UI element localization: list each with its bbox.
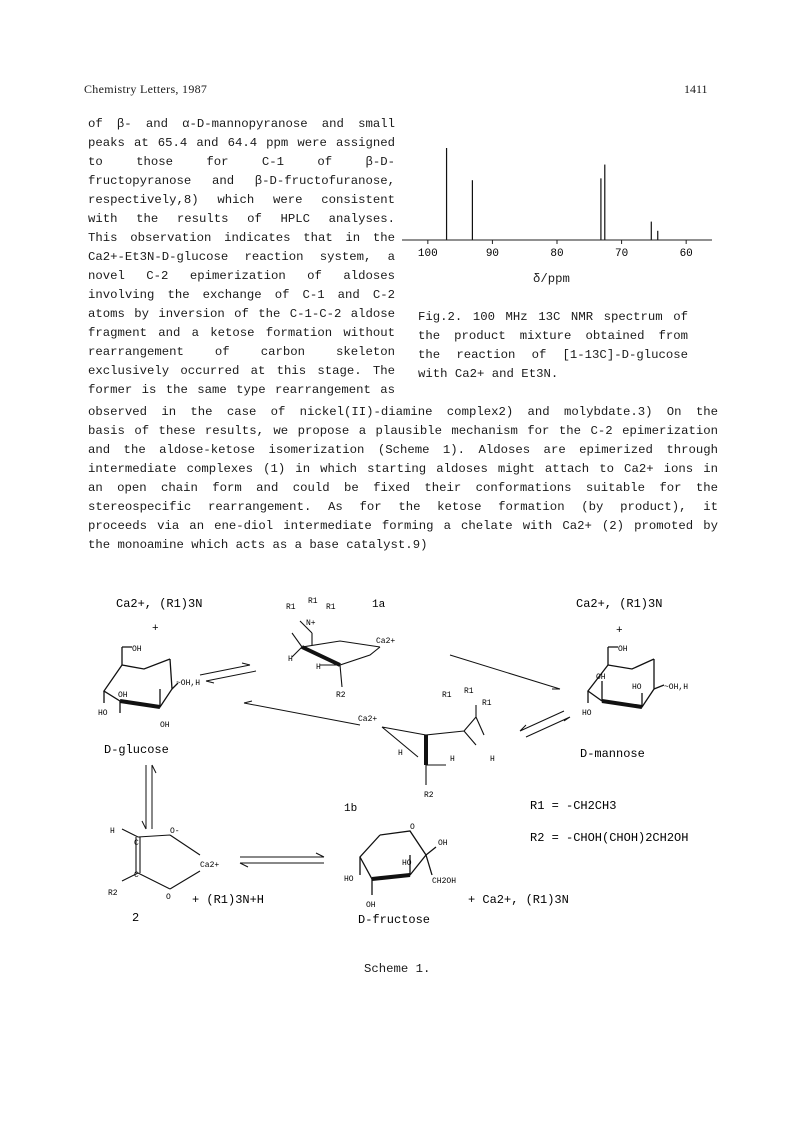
svg-text:H: H — [398, 749, 403, 758]
svg-text:R1: R1 — [286, 603, 296, 612]
svg-text:OH: OH — [132, 645, 142, 654]
svg-text:OH: OH — [118, 691, 128, 700]
text-line: novel C-2 epimerization of aldoses — [88, 269, 395, 283]
text-line: former is the same type rearrangement as — [88, 383, 395, 397]
journal-header: Chemistry Letters, 1987 — [84, 82, 208, 96]
text-line: This observation indicates that in the — [88, 231, 395, 245]
svg-text:C: C — [134, 871, 139, 880]
text-line: exclusively occurred at this stage. The — [88, 364, 395, 378]
svg-text:H: H — [288, 655, 293, 664]
x-ticks — [418, 240, 693, 260]
svg-text:O-: O- — [170, 827, 180, 836]
r2-definition: R2 = -CHOH(CHOH)2CH2OH — [530, 831, 689, 845]
reagent-label: Ca2+, (R1)3N — [116, 597, 203, 611]
intermediate-1b — [382, 705, 484, 785]
svg-text:H: H — [316, 663, 321, 672]
text-line: fructopyranose and β-D-fructofuranose, — [88, 174, 395, 188]
fructose-label: D-fructose — [358, 913, 431, 927]
text-line: to those for C-1 of β-D- — [88, 155, 395, 169]
text-line: fragment and a ketose formation without — [88, 326, 395, 340]
text-line: involving the exchange of C-1 and C-2 — [88, 288, 395, 302]
x-axis-label: δ/ppm — [533, 272, 570, 286]
svg-text:HO: HO — [402, 859, 412, 868]
glucose-structure — [104, 647, 178, 713]
svg-text:Ca2+: Ca2+ — [358, 715, 378, 724]
svg-text:N+: N+ — [306, 619, 316, 628]
svg-text:H: H — [450, 755, 455, 764]
text-line: basis of these results, we propose a plausible mechanism for the C-2 epimerization — [88, 424, 718, 438]
svg-text:~OH,H: ~OH,H — [176, 679, 201, 688]
reagent-label-bottom: + Ca2+, (R1)3N — [468, 893, 569, 907]
svg-text:R1: R1 — [326, 603, 336, 612]
text-line: rearrangement of carbon skeleton — [88, 345, 395, 359]
page-number: 1411 — [684, 82, 708, 96]
compound-label-2: 2 — [132, 911, 140, 925]
intermediate-1a — [292, 621, 380, 687]
text-line: an open chain form and could be fixed their conformations suitable for the — [88, 481, 718, 495]
text-line: proceeds via an ene-diol intermediate forming a chelate with Ca2+ (2) promoted by — [88, 519, 718, 533]
glucose-label: D-glucose — [104, 743, 169, 757]
caption-line: Fig.2. 100 MHz 13C NMR spectrum of — [418, 310, 688, 324]
svg-text:R1: R1 — [308, 597, 318, 606]
svg-text:HO: HO — [632, 683, 642, 692]
text-line: the monoamine which acts as a base catalyst.9) — [88, 538, 428, 552]
text-line: of β- and α-D-mannopyranose and small — [88, 117, 395, 131]
compound-label-1a: 1a — [372, 599, 386, 611]
svg-text:CH2OH: CH2OH — [432, 877, 457, 886]
svg-text:Ca2+: Ca2+ — [200, 861, 220, 870]
text-line: Ca2+-Et3N-D-glucose reaction system, a — [88, 250, 395, 264]
nmr-spectrum — [400, 140, 720, 270]
text-line: and the aldose-ketose isomerization (Scheme 1). Aldoses are epimerized through — [88, 443, 718, 457]
svg-text:O: O — [166, 893, 171, 902]
svg-text:OH: OH — [160, 721, 170, 730]
svg-text:R1: R1 — [464, 687, 474, 696]
scheme-caption: Scheme 1. — [364, 962, 431, 976]
x-tick-label: 60 — [679, 248, 693, 260]
text-line: with the results of HPLC analyses. — [88, 212, 395, 226]
svg-text:OH: OH — [366, 901, 376, 910]
text-line: observed in the case of nickel(II)-diamine complex2) and molybdate.3) On the — [88, 405, 718, 419]
x-tick-label: 90 — [485, 248, 500, 260]
svg-text:Ca2+: Ca2+ — [376, 637, 396, 646]
equilibrium-arrows — [142, 655, 570, 867]
mannose-label: D-mannose — [580, 747, 645, 761]
plus-sign: + — [616, 625, 623, 637]
svg-text:R2: R2 — [336, 691, 346, 700]
svg-text:H: H — [490, 755, 495, 764]
svg-text:OH: OH — [618, 645, 628, 654]
spectrum-peaks — [447, 148, 658, 240]
ammonium-label: + (R1)3N+H — [192, 893, 265, 907]
text-line: peaks at 65.4 and 64.4 ppm were assigned — [88, 136, 395, 150]
svg-text:HO: HO — [98, 709, 108, 718]
compound-label-1b: 1b — [344, 803, 358, 815]
svg-text:R1: R1 — [442, 691, 452, 700]
svg-text:~OH,H: ~OH,H — [664, 683, 689, 692]
svg-text:C: C — [134, 839, 139, 848]
text-line: stereospecific rearrangement. As for the ketose formation (by product), it — [88, 500, 718, 514]
x-tick-label: 70 — [614, 248, 629, 260]
svg-text:OH: OH — [596, 673, 606, 682]
text-line: intermediate complexes (1) in which starting aldoses might attach to Ca2+ ions in — [88, 462, 718, 476]
caption-line: with Ca2+ and Et3N. — [418, 367, 559, 381]
svg-text:R2: R2 — [424, 791, 434, 800]
svg-text:H: H — [110, 827, 115, 836]
caption-line: the reaction of [1-13C]-D-glucose — [418, 348, 688, 362]
svg-text:HO: HO — [582, 709, 592, 718]
reagent-label: Ca2+, (R1)3N — [576, 597, 663, 611]
svg-text:R1: R1 — [482, 699, 492, 708]
plus-sign: + — [152, 623, 159, 635]
text-line: atoms by inversion of the C-1-C-2 aldose — [88, 307, 395, 321]
x-tick-label: 100 — [417, 248, 438, 260]
fructose-structure — [360, 831, 436, 895]
r1-definition: R1 = -CH2CH3 — [530, 799, 617, 813]
enediol-chelate — [122, 829, 200, 889]
x-tick-label: 80 — [550, 248, 564, 260]
reaction-scheme — [80, 585, 720, 985]
svg-text:OH: OH — [438, 839, 448, 848]
svg-text:HO: HO — [344, 875, 354, 884]
text-line: respectively,8) which were consistent — [88, 193, 395, 207]
svg-text:R2: R2 — [108, 889, 118, 898]
svg-text:O: O — [410, 823, 415, 832]
caption-line: the product mixture obtained from — [418, 329, 688, 343]
